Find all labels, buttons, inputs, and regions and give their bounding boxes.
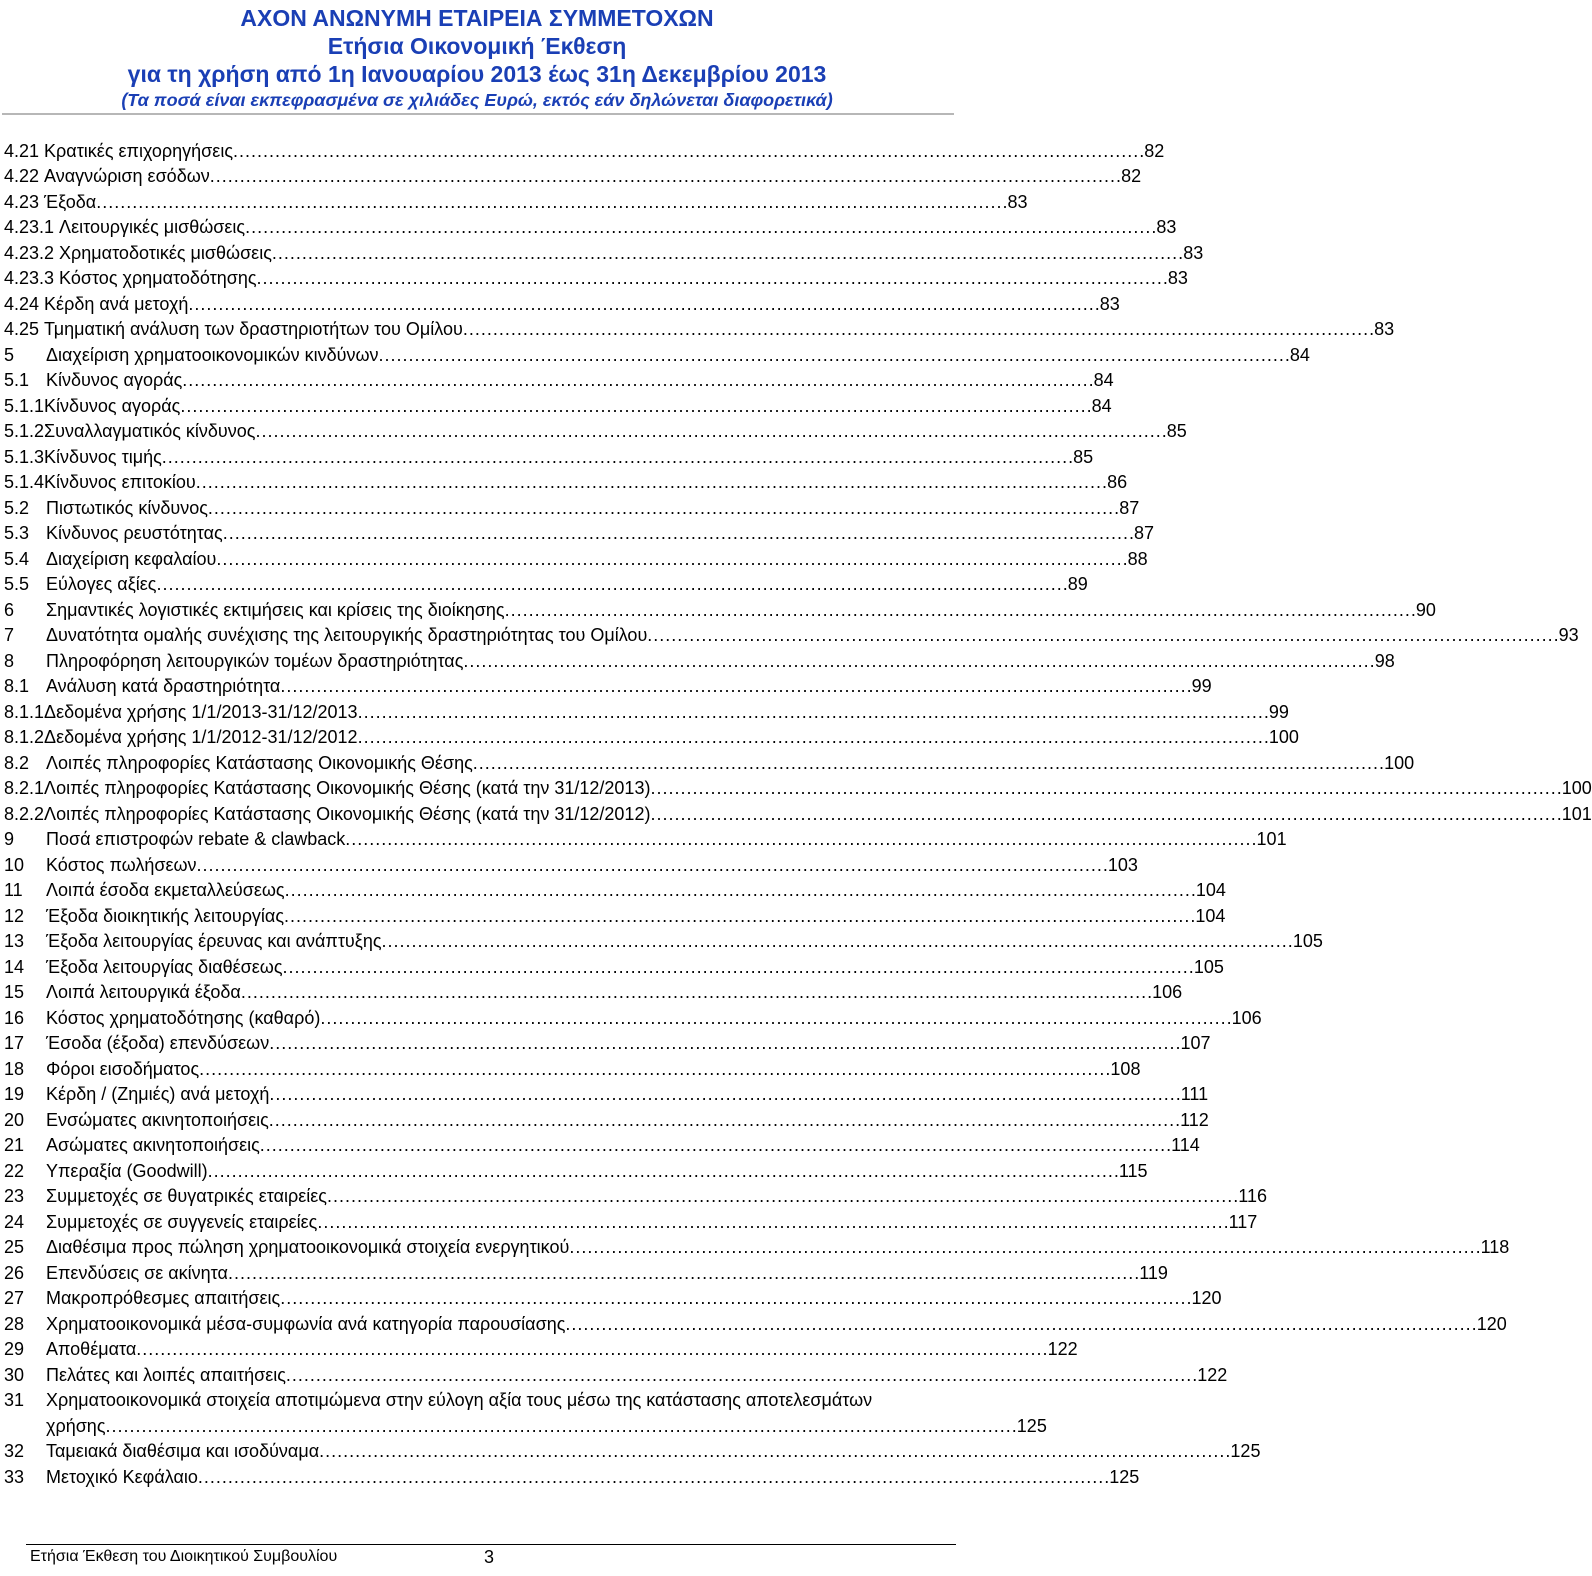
- toc-leader-dots: [505, 599, 1414, 621]
- toc-entry[interactable]: [4, 544, 1148, 570]
- toc-leader-dots: [284, 905, 1193, 927]
- toc-entry[interactable]: [4, 417, 1187, 443]
- toc-entry[interactable]: [4, 315, 1395, 341]
- toc-page-number: 104: [1195, 905, 1226, 926]
- toc-entry[interactable]: [4, 340, 1310, 366]
- toc-title: Δεδομένα χρήσης 1/1/2012-31/12/2012: [44, 727, 358, 747]
- toc-number: 18: [4, 1058, 25, 1079]
- toc-title: Κίνδυνος αγοράς: [44, 395, 181, 416]
- toc-leader-dots: [463, 650, 1372, 672]
- toc-leader-dots: [569, 1236, 1478, 1258]
- toc-number: 5.3: [4, 523, 30, 543]
- toc-title: Σημαντικές λογιστικές εκτιμήσεις και κρίσεις της διοίκησης: [46, 599, 505, 620]
- toc-page-number: 85: [1073, 446, 1094, 467]
- toc-entry[interactable]: [4, 213, 1177, 239]
- toc-page-number: 82: [1144, 140, 1165, 161]
- toc-page-number: 101: [1256, 829, 1287, 849]
- toc-leader-dots: [182, 369, 1091, 391]
- toc-page-number: 107: [1180, 1033, 1211, 1053]
- toc-title: Υπεραξία (Goodwill): [46, 1160, 208, 1181]
- toc-title: Δεδομένα χρήσης 1/1/2013-31/12/2013: [44, 701, 358, 722]
- toc-entry[interactable]: [4, 1105, 1209, 1131]
- toc-number: 10: [4, 854, 25, 875]
- toc-leader-dots: [272, 242, 1181, 264]
- toc-leader-dots: [463, 318, 1372, 340]
- toc-number: 25: [4, 1237, 25, 1257]
- toc-entry[interactable]: [4, 468, 1128, 494]
- toc-leader-dots: [565, 1313, 1474, 1335]
- toc-number: 9: [4, 829, 15, 849]
- toc-entry[interactable]: [4, 1386, 1047, 1437]
- company-name: ΑΧΟΝ ΑΝΩΝΥΜΗ ΕΤΑΙΡΕΙΑ ΣΥΜΜΕΤΟΧΩΝ: [240, 5, 714, 31]
- toc-entry[interactable]: [4, 799, 1592, 825]
- toc-entry[interactable]: [4, 978, 1183, 1004]
- toc-leader-dots: [379, 344, 1288, 366]
- toc-title: Κίνδυνος αγοράς: [46, 370, 183, 390]
- toc-entry[interactable]: [4, 672, 1212, 698]
- toc-page-number: 103: [1107, 854, 1138, 875]
- toc-entry[interactable]: [4, 723, 1299, 749]
- toc-page-number: 83: [1007, 191, 1028, 212]
- toc-title: Αποθέματα: [46, 1339, 137, 1359]
- toc-title: Ανάλυση κατά δραστηριότητα: [46, 676, 281, 696]
- toc-number: 28: [4, 1313, 25, 1334]
- toc-number: 21: [4, 1135, 25, 1155]
- toc-entry[interactable]: [4, 1258, 1168, 1284]
- toc-entry[interactable]: [4, 952, 1224, 978]
- toc-page-number: 120: [1476, 1313, 1507, 1334]
- toc-page-number: 86: [1107, 472, 1128, 492]
- toc-title: Ποσά επιστροφών rebate & clawback: [46, 829, 346, 849]
- toc-number: 30: [4, 1364, 25, 1385]
- toc-number: 8: [4, 650, 15, 671]
- toc-number: 15: [4, 982, 25, 1002]
- toc-page-number: 117: [1228, 1211, 1258, 1232]
- toc-page-number: 104: [1195, 880, 1226, 900]
- toc-title: Έξοδα λειτουργίας διαθέσεως: [46, 956, 283, 977]
- toc-page-number: 83: [1167, 268, 1188, 288]
- toc-page-number: 100: [1384, 752, 1415, 773]
- toc-page-number: 88: [1127, 548, 1148, 569]
- toc-page-number: 118: [1480, 1237, 1510, 1257]
- footer-text: Ετήσια Έκθεση του Διοικητικού Συμβουλίου: [30, 1548, 338, 1565]
- toc-page-number: 82: [1121, 166, 1142, 186]
- toc-title: Μακροπρόθεσμες απαιτήσεις: [46, 1288, 281, 1308]
- toc-title-continued: χρήσης: [46, 1415, 106, 1436]
- footer-page-number: 3: [484, 1547, 495, 1567]
- toc-leader-dots: [197, 854, 1106, 876]
- toc-entry[interactable]: [4, 493, 1140, 519]
- toc-page-number: 83: [1156, 217, 1177, 237]
- toc-entry[interactable]: [4, 1360, 1228, 1386]
- toc-title: Λοιπές πληροφορίες Κατάστασης Οικονομικής Θέσης: [46, 752, 473, 773]
- toc-title: Κίνδυνος ρευστότητας: [46, 523, 223, 543]
- toc-leader-dots: [286, 1364, 1195, 1386]
- toc-title: Έξοδα: [44, 191, 97, 212]
- toc-title: Πληροφόρηση λειτουργικών τομέων δραστηριότητας: [46, 650, 464, 671]
- toc-leader-dots: [358, 701, 1267, 723]
- toc-entry[interactable]: [4, 1029, 1211, 1055]
- toc-page-number: 125: [1016, 1415, 1047, 1436]
- toc-entry[interactable]: [4, 570, 1088, 596]
- header-divider: [2, 113, 954, 115]
- toc-title: Ενσώματες ακινητοποιήσεις: [46, 1109, 269, 1130]
- toc-leader-dots: [283, 956, 1192, 978]
- toc-page-number: 93: [1558, 625, 1579, 645]
- toc-entry[interactable]: [4, 927, 1323, 953]
- toc-number: 8.1.1: [4, 701, 45, 722]
- toc-page-number: 116: [1238, 1186, 1267, 1206]
- toc-page-number: 100: [1268, 727, 1299, 747]
- toc-leader-dots: [280, 675, 1189, 697]
- toc-entry[interactable]: [4, 1309, 1507, 1335]
- toc-title: Κόστος πωλήσεων: [46, 854, 197, 875]
- toc-entry[interactable]: [4, 187, 1028, 213]
- toc-leader-dots: [208, 497, 1117, 519]
- toc-number: 5.4: [4, 548, 30, 569]
- toc-page-number: 83: [1099, 293, 1120, 314]
- toc-title: Κίνδυνος επιτοκίου: [44, 472, 196, 492]
- toc-leader-dots: [96, 191, 1005, 213]
- toc-title: Λοιπά έσοδα εκμεταλλεύσεως: [46, 880, 285, 900]
- toc-title: Διαχείριση χρηματοοικονομικών κινδύνων: [46, 344, 379, 365]
- toc-leader-dots: [223, 522, 1132, 544]
- toc-entry[interactable]: [4, 1207, 1258, 1233]
- toc-title: Έσοδα (έξοδα) επενδύσεων: [46, 1033, 270, 1053]
- toc-entry[interactable]: [4, 697, 1289, 723]
- toc-title: Φόροι εισοδήματος: [46, 1058, 200, 1079]
- toc-title: Λοιπά λειτουργικά έξοδα: [46, 982, 241, 1002]
- toc-number: 22: [4, 1160, 25, 1181]
- toc-leader-dots: [269, 1032, 1178, 1054]
- toc-entry[interactable]: [4, 136, 1165, 162]
- currency-note: (Τα ποσά είναι εκπεφρασμένα σε χιλιάδες Ευρώ, εκτός εάν δηλώνεται διαφορετικά): [121, 90, 833, 110]
- toc-number: 14: [4, 956, 25, 977]
- toc-leader-dots: [473, 752, 1382, 774]
- toc-entry[interactable]: [4, 162, 1142, 188]
- toc-title: Αναγνώριση εσόδων: [44, 166, 210, 186]
- toc-leader-dots: [233, 140, 1142, 162]
- toc-leader-dots: [647, 624, 1556, 646]
- toc-entry[interactable]: [4, 850, 1138, 876]
- toc-page-number: 87: [1119, 497, 1140, 518]
- toc-leader-dots: [257, 267, 1166, 289]
- toc-number: 24: [4, 1211, 25, 1232]
- toc-number: 5.1.4: [4, 472, 45, 492]
- toc-leader-dots: [650, 803, 1559, 825]
- toc-number: 11: [4, 880, 23, 900]
- toc-leader-dots: [210, 165, 1119, 187]
- toc-entry[interactable]: [4, 1054, 1141, 1080]
- toc-title: Συμμετοχές σε συγγενείς εταιρείες: [46, 1211, 318, 1232]
- toc-title: Κρατικές επιχορηγήσεις: [44, 140, 233, 161]
- toc-number: 5.1.2: [4, 421, 45, 441]
- toc-number: 16: [4, 1007, 25, 1028]
- toc-number: 8.2: [4, 752, 30, 773]
- toc-leader-dots: [156, 573, 1065, 595]
- toc-page-number: 106: [1152, 982, 1183, 1002]
- toc-leader-dots: [382, 930, 1291, 952]
- toc-page-number: 114: [1171, 1135, 1200, 1155]
- toc-title: Τμηματική ανάλυση των δραστηριοτήτων του Ομίλου: [44, 319, 463, 339]
- toc-title: Κόστος χρηματοδότησης (καθαρό): [46, 1007, 321, 1028]
- toc-entry[interactable]: [4, 1003, 1262, 1029]
- toc-page-number: 98: [1374, 650, 1395, 671]
- report-period: για τη χρήση από 1η Ιανουαρίου 2013 έως 31η Δεκεμβρίου 2013: [127, 61, 827, 87]
- toc-page-number: 112: [1180, 1109, 1209, 1130]
- toc-title: Έξοδα διοικητικής λειτουργίας: [46, 905, 285, 926]
- toc-number: 5.1: [4, 370, 30, 390]
- toc-title: Έξοδα λειτουργίας έρευνας και ανάπτυξης: [46, 931, 382, 951]
- toc-leader-dots: [228, 1262, 1137, 1284]
- toc-entry[interactable]: [4, 391, 1112, 417]
- toc-page-number: 106: [1231, 1007, 1262, 1028]
- toc-leader-dots: [269, 1083, 1178, 1105]
- toc-entry[interactable]: [4, 621, 1579, 647]
- toc-entry[interactable]: [4, 1335, 1078, 1361]
- toc-title: Εύλογες αξίες: [46, 574, 157, 594]
- toc-page-number: 87: [1134, 523, 1155, 543]
- toc-number: 8.2.1: [4, 778, 45, 798]
- toc-page-number: 100: [1561, 778, 1592, 798]
- toc-title: Κόστος χρηματοδότησης: [59, 268, 257, 288]
- toc-page-number: 122: [1197, 1364, 1228, 1385]
- toc-page-number: 99: [1268, 701, 1289, 722]
- toc-page-number: 125: [1109, 1466, 1140, 1487]
- toc-number: 8.1: [4, 676, 30, 696]
- toc-entry[interactable]: [4, 748, 1415, 774]
- toc-leader-dots: [280, 1287, 1189, 1309]
- toc-number: 5: [4, 344, 15, 365]
- toc-number: 12: [4, 905, 25, 926]
- toc-title: Επενδύσεις σε ακίνητα: [46, 1262, 228, 1283]
- toc-number: 33: [4, 1466, 25, 1487]
- toc-page-number: 99: [1191, 676, 1212, 696]
- toc-page-number: 89: [1067, 574, 1088, 594]
- toc-number: 19: [4, 1084, 25, 1104]
- toc-page-number: 85: [1166, 421, 1187, 441]
- toc-page-number: 84: [1093, 370, 1114, 390]
- toc-leader-dots: [358, 726, 1267, 748]
- toc-number: 7: [4, 625, 15, 645]
- toc-number: 17: [4, 1033, 25, 1053]
- toc-title: Χρηματοοικονομικά μέσα-συμφωνία ανά κατηγορία παρουσίασης: [46, 1313, 566, 1334]
- toc-number: 4.21: [4, 140, 40, 161]
- toc-title: Συναλλαγματικός κίνδυνος: [44, 421, 256, 441]
- toc-number: 4.23: [4, 191, 40, 212]
- toc-page-number: 120: [1191, 1288, 1222, 1308]
- toc-entry[interactable]: [4, 1462, 1140, 1488]
- toc-number: 5.1.3: [4, 446, 45, 467]
- toc-page-number: 115: [1118, 1160, 1148, 1181]
- toc-number: 31: [4, 1390, 25, 1410]
- toc-page-number: 119: [1139, 1262, 1168, 1283]
- toc-number: 29: [4, 1339, 25, 1359]
- toc-entry[interactable]: [4, 901, 1226, 927]
- toc-number: 20: [4, 1109, 25, 1130]
- toc-number: 4.23.1: [4, 217, 55, 237]
- toc-leader-dots: [199, 1058, 1108, 1080]
- toc-leader-dots: [106, 1415, 1015, 1437]
- toc-number: 32: [4, 1441, 25, 1461]
- toc-leader-dots: [180, 395, 1089, 417]
- toc-title: Πελάτες και λοιπές απαιτήσεις: [46, 1364, 286, 1385]
- toc-entry[interactable]: [4, 1233, 1510, 1259]
- toc-title: Πιστωτικός κίνδυνος: [46, 497, 208, 518]
- toc-page-number: 84: [1091, 395, 1112, 416]
- toc-number: 4.25: [4, 319, 40, 339]
- toc-number: 23: [4, 1186, 25, 1206]
- toc-leader-dots: [317, 1211, 1226, 1233]
- table-of-contents: [4, 136, 1592, 1488]
- toc-page-number: 111: [1180, 1084, 1209, 1104]
- toc-leader-dots: [285, 879, 1194, 901]
- toc-title: Λειτουργικές μισθώσεις: [59, 217, 246, 237]
- toc-number: 6: [4, 599, 15, 620]
- toc-title: Λοιπές πληροφορίες Κατάστασης Οικονομικής Θέσης (κατά την 31/12/2012): [44, 803, 651, 824]
- toc-leader-dots: [188, 293, 1097, 315]
- toc-title: Κέρδη ανά μετοχή: [44, 293, 189, 314]
- toc-title: Διαθέσιμα προς πώληση χρηματοοικονομικά στοιχεία ενεργητικού: [46, 1237, 570, 1257]
- toc-title: Ασώματες ακινητοποιήσεις: [46, 1135, 260, 1155]
- toc-leader-dots: [269, 1109, 1178, 1131]
- toc-title: Διαχείριση κεφαλαίου: [46, 548, 217, 569]
- toc-entry[interactable]: [4, 825, 1287, 851]
- toc-title: Λοιπές πληροφορίες Κατάστασης Οικονομικής Θέσης (κατά την 31/12/2013): [44, 778, 651, 798]
- footer-divider: [26, 1544, 956, 1545]
- toc-number: 27: [4, 1288, 25, 1308]
- toc-leader-dots: [208, 1160, 1117, 1182]
- toc-title: Συμμετοχές σε θυγατρικές εταιρείες: [46, 1186, 327, 1206]
- toc-leader-dots: [327, 1185, 1236, 1207]
- toc-page-number: 83: [1374, 319, 1395, 339]
- toc-number: 8.1.2: [4, 727, 45, 747]
- report-title: Ετήσια Οικονομική Έκθεση: [327, 33, 627, 59]
- toc-number: 4.24: [4, 293, 40, 314]
- toc-entry[interactable]: [4, 519, 1155, 545]
- document-header: [0, 4, 960, 112]
- toc-number: 4.23.3: [4, 268, 55, 288]
- toc-page-number: 84: [1289, 344, 1310, 365]
- toc-entry[interactable]: [4, 238, 1204, 264]
- toc-entry[interactable]: [4, 442, 1094, 468]
- toc-entry[interactable]: [4, 264, 1188, 290]
- toc-number: 4.23.2: [4, 242, 55, 263]
- toc-leader-dots: [216, 548, 1125, 570]
- toc-entry[interactable]: [4, 366, 1114, 392]
- toc-title: Χρηματοοικονομικά στοιχεία αποτιμώμενα στην εύλογη αξία τους μέσω της κατάστασης αποτελεσμάτων: [46, 1390, 873, 1410]
- toc-page-number: 105: [1292, 931, 1323, 951]
- toc-leader-dots: [260, 1134, 1169, 1156]
- toc-entry[interactable]: [4, 774, 1592, 800]
- toc-entry[interactable]: [4, 1437, 1261, 1463]
- toc-number: 13: [4, 931, 25, 951]
- toc-page-number: 105: [1193, 956, 1224, 977]
- toc-leader-dots: [245, 216, 1154, 238]
- toc-leader-dots: [162, 446, 1071, 468]
- toc-title: Χρηματοδοτικές μισθώσεις: [59, 242, 272, 263]
- toc-title: Κίνδυνος τιμής: [44, 446, 162, 467]
- toc-entry[interactable]: [4, 1182, 1267, 1208]
- toc-page-number: 125: [1230, 1441, 1261, 1461]
- toc-number: 4.22: [4, 166, 40, 186]
- toc-entry[interactable]: [4, 1156, 1148, 1182]
- toc-leader-dots: [345, 828, 1254, 850]
- toc-entry[interactable]: [4, 1284, 1222, 1310]
- toc-title: Δυνατότητα ομαλής συνέχισης της λειτουργικής δραστηριότητας του Ομίλου: [46, 625, 648, 645]
- toc-leader-dots: [255, 420, 1164, 442]
- toc-page-number: 108: [1110, 1058, 1141, 1079]
- toc-page-number: 90: [1415, 599, 1436, 620]
- toc-number: 26: [4, 1262, 25, 1283]
- toc-title: Ταμειακά διαθέσιμα και ισοδύναμα: [46, 1441, 320, 1461]
- toc-leader-dots: [650, 777, 1559, 799]
- toc-entry[interactable]: [4, 595, 1436, 621]
- toc-number: 8.2.2: [4, 803, 45, 824]
- toc-title: Μετοχικό Κεφάλαιο: [46, 1466, 198, 1487]
- toc-number: 5.1.1: [4, 395, 45, 416]
- toc-page-number: 122: [1047, 1339, 1078, 1359]
- toc-number: 5.5: [4, 574, 30, 594]
- toc-title: Κέρδη / (Ζημιές) ανά μετοχή: [46, 1084, 270, 1104]
- toc-leader-dots: [196, 471, 1105, 493]
- toc-leader-dots: [198, 1466, 1107, 1488]
- toc-page-number: 101: [1561, 803, 1592, 824]
- toc-entry[interactable]: [4, 646, 1395, 672]
- toc-page-number: 83: [1183, 242, 1204, 263]
- toc-entry[interactable]: [4, 876, 1226, 902]
- toc-leader-dots: [319, 1440, 1228, 1462]
- toc-number: 5.2: [4, 497, 30, 518]
- toc-leader-dots: [136, 1338, 1045, 1360]
- toc-leader-dots: [241, 981, 1150, 1003]
- toc-entry[interactable]: [4, 1131, 1200, 1157]
- toc-leader-dots: [320, 1007, 1229, 1029]
- toc-entry[interactable]: [4, 289, 1120, 315]
- toc-entry[interactable]: [4, 1080, 1209, 1106]
